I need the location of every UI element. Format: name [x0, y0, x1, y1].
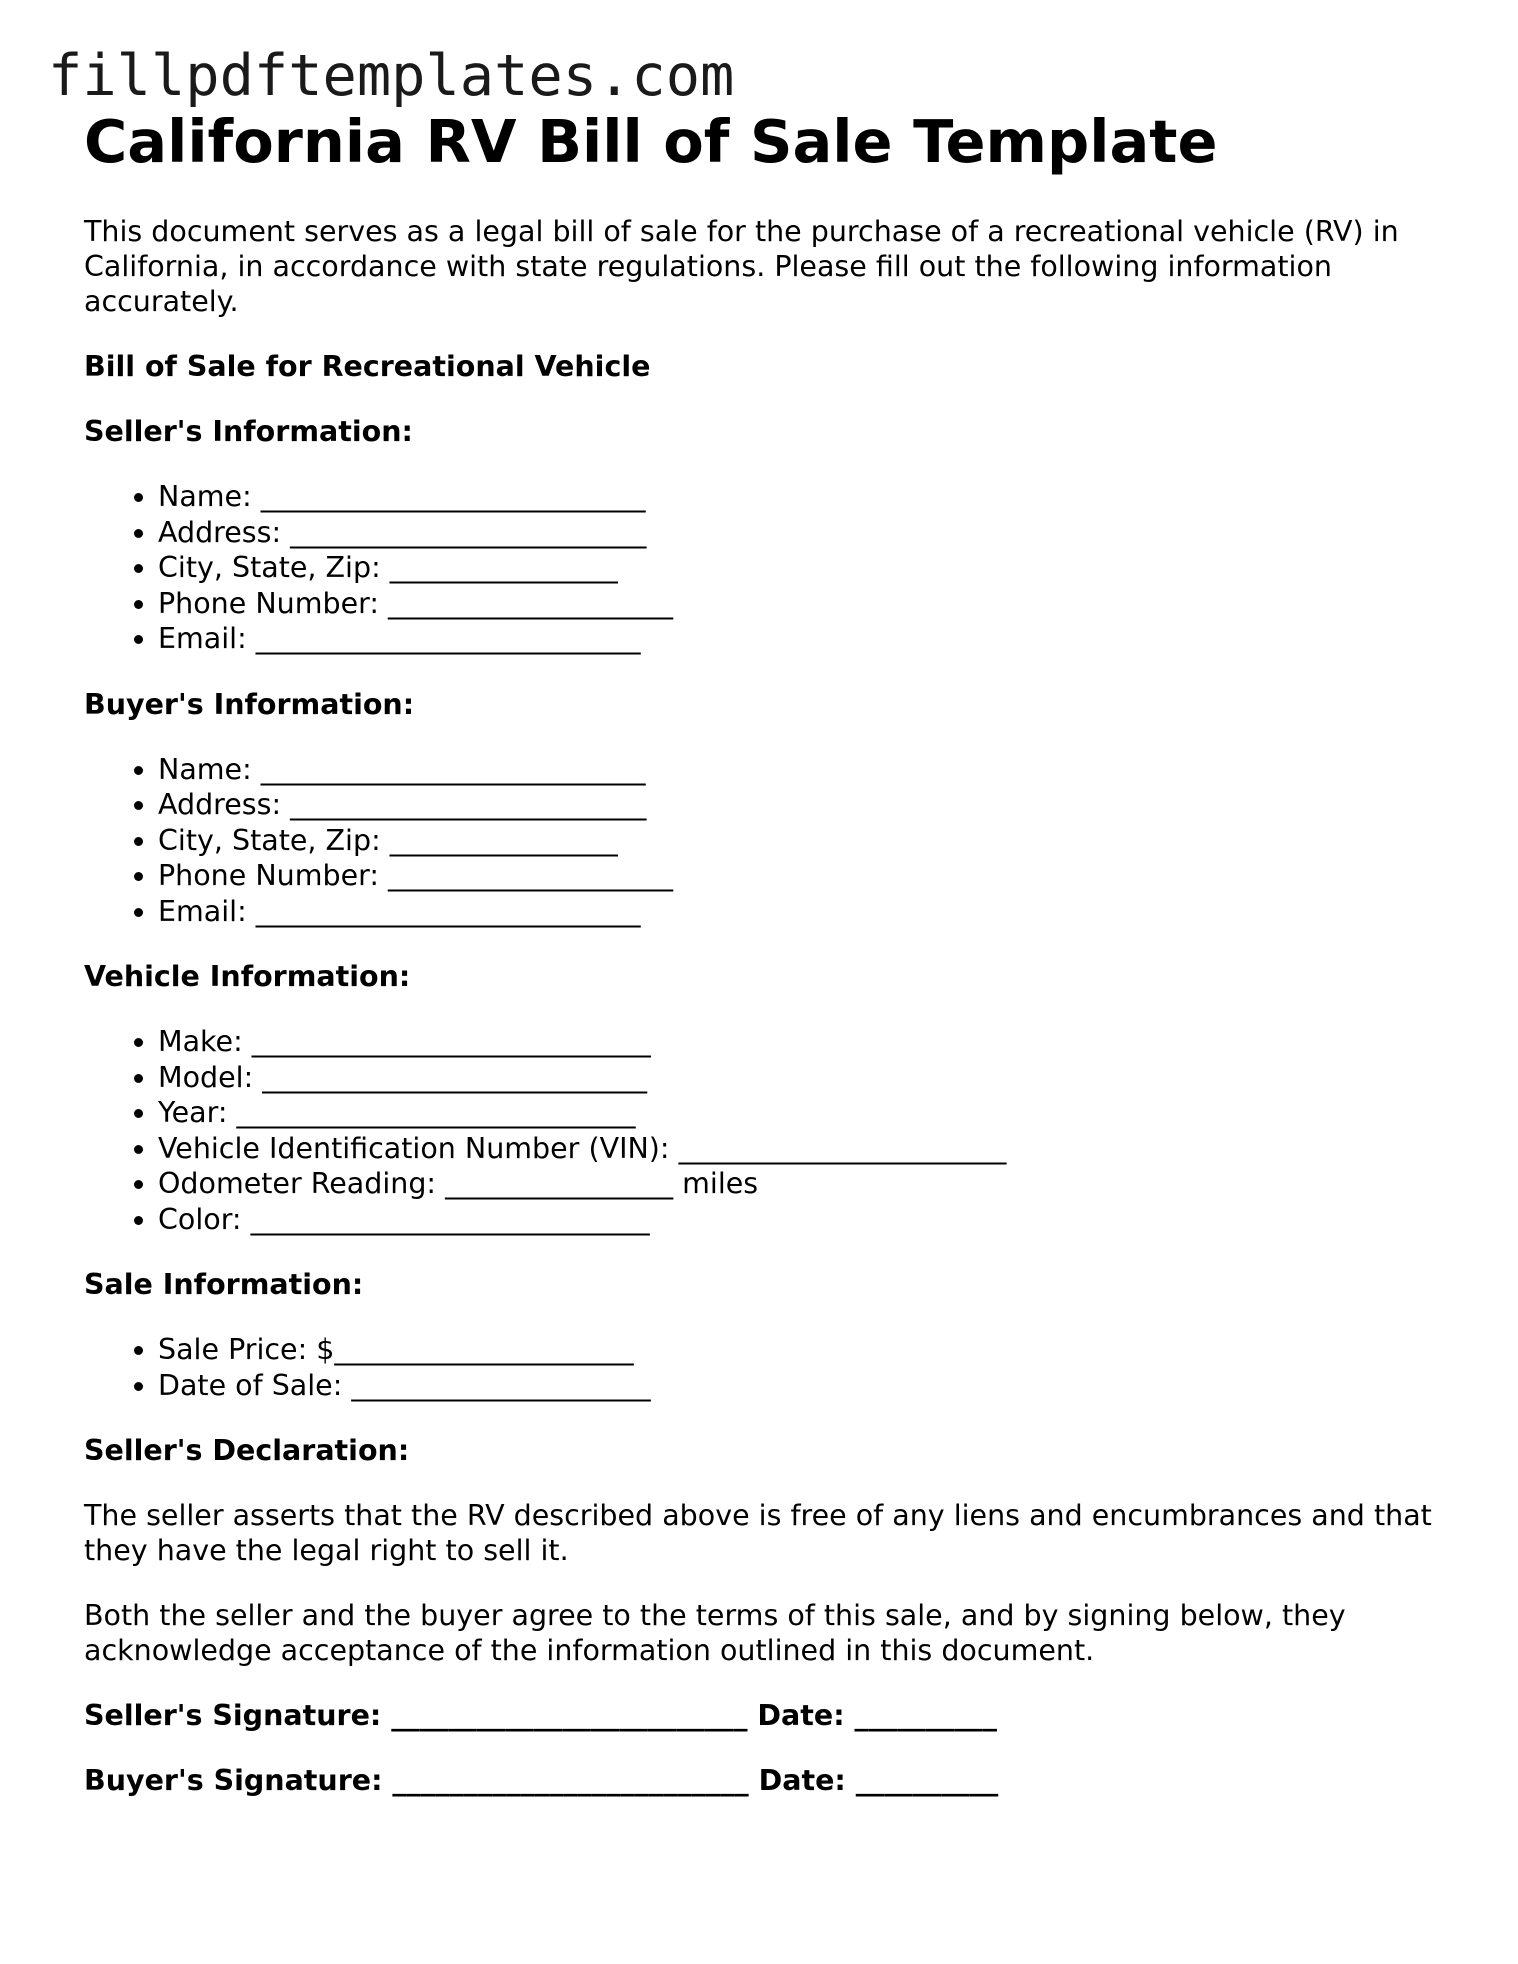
vehicle-make-field[interactable]: • Make: ____________________________ — [158, 1024, 1444, 1060]
declaration-paragraph: The seller asserts that the RV described above is free of any liens and encumbrances and that they have the legal right to sell it. — [84, 1499, 1432, 1567]
buyer-phone-field[interactable]: • Phone Number: ____________________ — [158, 858, 1444, 894]
agreement-paragraph: Both the seller and the buyer agree to the terms of this sale, and by signing below, they acknowledge acceptance of the information outlined in this document. — [84, 1599, 1346, 1667]
seller-declaration-heading: Seller's Declaration: — [84, 1434, 410, 1467]
buyer-signature-line[interactable]: Buyer's Signature: _________________________ Date: __________ — [84, 1764, 999, 1797]
buyer-email-field[interactable]: • Email: ___________________________ — [158, 894, 1444, 930]
seller-address-field[interactable]: • Address: _________________________ — [158, 515, 1444, 551]
seller-city-state-zip-field[interactable]: • City, State, Zip: ________________ — [158, 550, 1444, 586]
seller-phone-field[interactable]: • Phone Number: ____________________ — [158, 586, 1444, 622]
buyer-info-list — [84, 752, 1444, 930]
sale-date-field[interactable]: • Date of Sale: _____________________ — [158, 1368, 1444, 1404]
seller-info-list — [84, 479, 1444, 657]
buyer-name-field[interactable]: • Name: ___________________________ — [158, 752, 1444, 788]
vehicle-color-field[interactable]: • Color: ____________________________ — [158, 1202, 1444, 1238]
seller-email-field[interactable]: • Email: ___________________________ — [158, 621, 1444, 657]
sale-info-list — [84, 1332, 1444, 1403]
intro-paragraph: This document serves as a legal bill of sale for the purchase of a recreational vehicle (RV) in California, in accordance with state regulations. Please fill out the following information accurately. — [84, 215, 1399, 318]
seller-name-field[interactable]: • Name: ___________________________ — [158, 479, 1444, 515]
document-subtitle: Bill of Sale for Recreational Vehicle — [84, 350, 651, 383]
buyer-address-field[interactable]: • Address: _________________________ — [158, 787, 1444, 823]
vehicle-model-field[interactable]: • Model: ___________________________ — [158, 1060, 1444, 1096]
document — [84, 104, 1444, 1798]
sale-info-heading: Sale Information: — [84, 1268, 364, 1301]
vehicle-odometer-field[interactable]: • Odometer Reading: ________________ miles — [158, 1166, 1444, 1202]
vehicle-vin-field[interactable]: • Vehicle Identification Number (VIN): _______________________ — [158, 1131, 1444, 1167]
buyer-city-state-zip-field[interactable]: • City, State, Zip: ________________ — [158, 823, 1444, 859]
watermark: fillpdftemplates.com — [48, 43, 735, 109]
vehicle-info-heading: Vehicle Information: — [84, 960, 411, 993]
page-title: California RV Bill of Sale Template — [84, 107, 1218, 176]
vehicle-info-list — [84, 1024, 1444, 1237]
seller-info-heading: Seller's Information: — [84, 415, 413, 448]
sale-price-field[interactable]: • Sale Price: $_____________________ — [158, 1332, 1444, 1368]
buyer-info-heading: Buyer's Information: — [84, 687, 415, 721]
vehicle-year-field[interactable]: • Year: ____________________________ — [158, 1095, 1444, 1131]
seller-signature-line[interactable]: Seller's Signature: _________________________ Date: __________ — [84, 1699, 998, 1732]
